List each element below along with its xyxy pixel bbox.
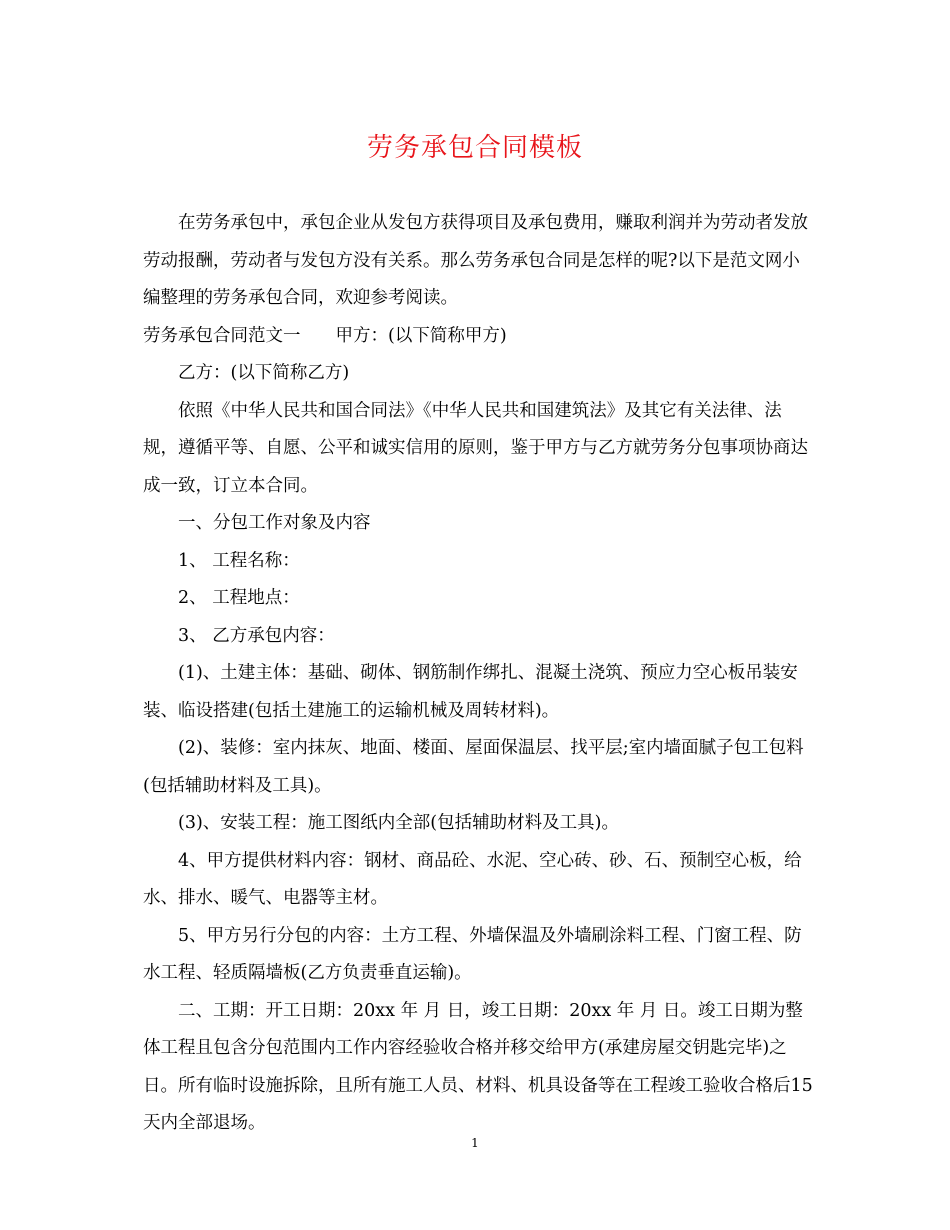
scope-item-2: (2)、装修：室内抹灰、地面、楼面、屋面保温层、找平层;室内墙面腻子包工包料(包括辅助材料及工具)。	[143, 738, 804, 796]
separate-subcontract-paragraph: 5、甲方另行分包的内容：土方工程、外墙保温及外墙刷涂料工程、门窗工程、防水工程、轻质隔墙板(乙方负责垂直运输)。	[143, 925, 802, 983]
project-name-line: 1、 工程名称：	[178, 550, 300, 571]
schedule-paragraph: 二、工期：开工日期：20xx 年 月 日，竣工日期：20xx 年 月 日。竣工日期为整体工程且包含分包范围内工作内容经验收合格并移交给甲方(承建房屋交钥匙完毕)之日。所有临时设施拆除，且所有施工人员、材料、机具设备等在工程竣工验收合格后15天内全部退场。	[143, 1000, 813, 1133]
legal-basis-paragraph: 依照《中华人民共和国合同法》《中华人民共和国建筑法》及其它有关法律、法规，遵循平等、自愿、公平和诚实信用的原则，鉴于甲方与乙方就劳务分包事项协商达成一致，订立本合同。	[143, 400, 808, 496]
document-body	[143, 205, 813, 1143]
party-b-line: 乙方：(以下简称乙方)	[178, 363, 350, 383]
document-title: 劳务承包合同模板	[366, 133, 583, 163]
sample-heading: 劳务承包合同范文一	[143, 325, 301, 346]
materials-paragraph: 4、甲方提供材料内容：钢材、商品砼、水泥、空心砖、砂、石、预制空心板，给水、排水、暖气、电器等主材。	[143, 850, 802, 908]
project-location-line: 2、 工程地点：	[178, 588, 300, 608]
intro-paragraph: 在劳务承包中，承包企业从发包方获得项目及承包费用，赚取利润并为劳动者发放劳动报酬，劳动者与发包方没有关系。那么劳务承包合同是怎样的呢?以下是范文网小编整理的劳务承包合同，欢迎参考阅读。	[143, 213, 808, 308]
page-number: 1	[471, 1136, 479, 1150]
scope-heading: 3、 乙方承包内容：	[178, 625, 335, 646]
scope-item-3: (3)、安装工程：施工图纸内全部(包括辅助材料及工具)。	[178, 813, 619, 833]
scope-item-1: (1)、土建主体：基础、砌体、钢筋制作绑扎、混凝土浇筑、预应力空心板吊装安装、临设搭建(包括土建施工的运输机械及周转材料)。	[143, 663, 798, 721]
sample-heading-line	[143, 318, 813, 356]
section-1-heading: 一、分包工作对象及内容	[178, 513, 371, 533]
party-a-line: 甲方：(以下简称甲方)	[335, 325, 507, 346]
